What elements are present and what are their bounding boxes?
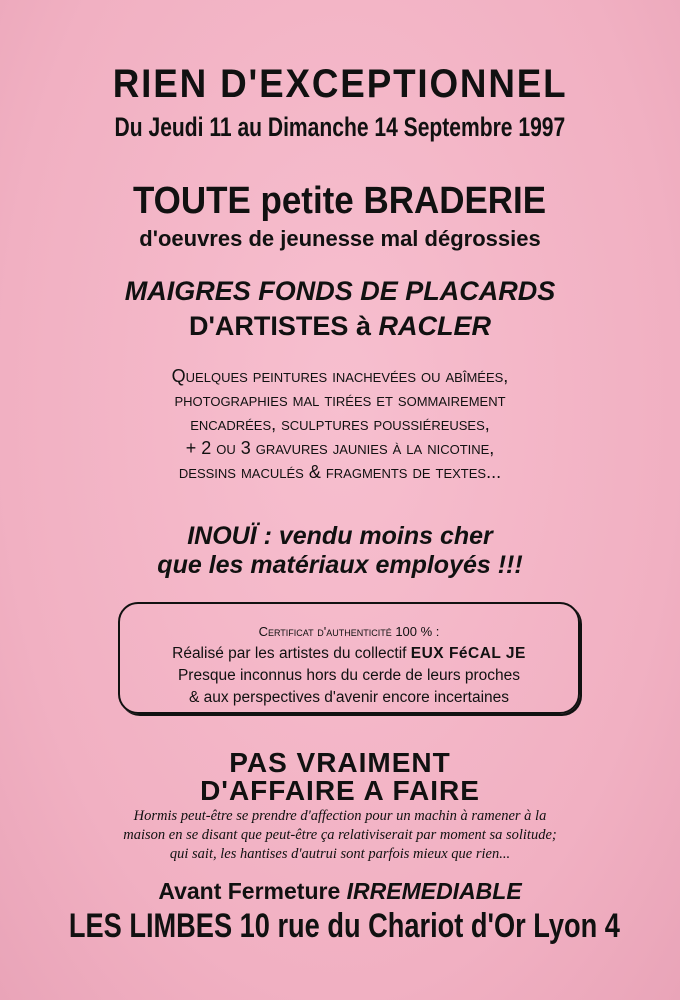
affaire-heading-1: PAS VRAIMENT xyxy=(229,747,451,778)
collective-name: EUX FéCAL JE xyxy=(410,645,526,662)
hormis-line-1: Hormis peut-être se prendre d'affection pour un machin à ramener à la xyxy=(133,808,547,824)
event-dates: Du Jeudi 11 au Dimanche 14 Septembre 1997 xyxy=(114,112,566,142)
irremediable-word: IRREMEDIABLE xyxy=(346,878,522,904)
artistes-heading: D'ARTISTES à RACLER xyxy=(189,311,491,341)
flyer-title: RIEN D'EXCEPTIONNEL xyxy=(112,62,568,106)
list-item: photographies mal tirées et sommairement xyxy=(174,390,506,410)
venue-address: LES LIMBES 10 rue du Chariot d'Or Lyon 4 xyxy=(68,907,620,945)
promo-line-1: INOUÏ : vendu moins cher xyxy=(187,522,493,550)
list-item: Quelques peintures inachevées ou abîmées, xyxy=(171,366,509,386)
hormis-line-3: qui sait, les hantises d'autrui sont parfois mieux que rien... xyxy=(169,846,511,862)
list-item: encadrées, sculptures poussiéreuses, xyxy=(190,414,490,434)
maigres-heading: MAIGRES FONDS DE PLACARDS xyxy=(124,276,556,306)
certificate-line-4: & aux perspectives d'avenir encore incertaines xyxy=(188,689,510,706)
certificate-title: Certificat d'authenticité 100 % : xyxy=(258,624,440,639)
affaire-heading-2: D'AFFAIRE A FAIRE xyxy=(200,775,480,806)
certificate-line-3: Presque inconnus hors du cerde de leurs proches xyxy=(177,667,521,684)
list-item: dessins maculés & fragments de textes... xyxy=(178,462,502,482)
certificate-line-collective: Réalisé par les artistes du collectif EUX FéCAL JE xyxy=(172,645,526,662)
items-list xyxy=(0,364,680,484)
list-item: + 2 ou 3 gravures jaunies à la nicotine, xyxy=(185,438,495,458)
braderie-heading: TOUTE petite BRADERIE xyxy=(133,180,547,222)
racler-word: RACLER xyxy=(378,311,491,341)
closing-notice: Avant Fermeture IRREMEDIABLE xyxy=(158,878,522,904)
promo-line-2: que les matériaux employés !!! xyxy=(157,551,523,579)
oeuvres-subheading: d'oeuvres de jeunesse mal dégrossies xyxy=(139,226,541,251)
hormis-line-2: maison en se disant que peut-être ça relativiserait par moment sa solitude; xyxy=(123,827,557,843)
